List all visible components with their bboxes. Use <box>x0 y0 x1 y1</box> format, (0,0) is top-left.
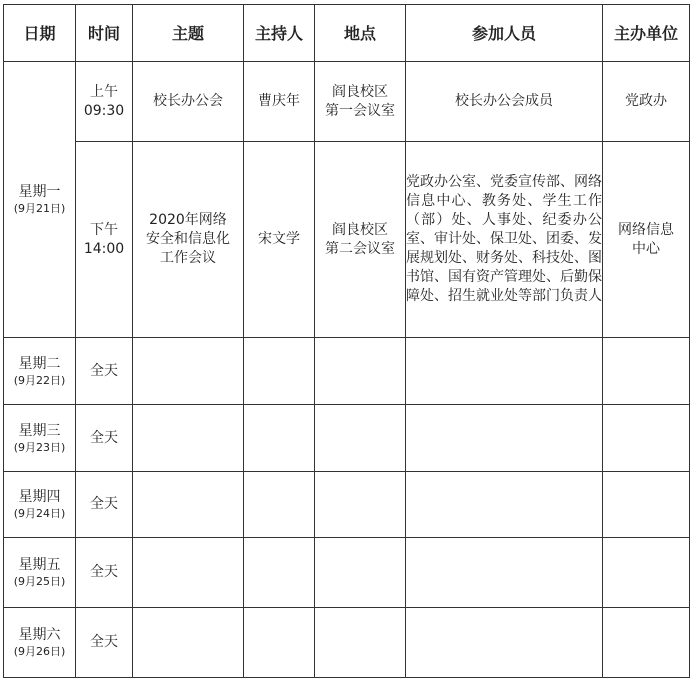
day-date: (9月26日) <box>13 645 66 658</box>
day-label: 星期六 <box>18 627 61 643</box>
topic-line: 安全和信息化 <box>146 231 230 247</box>
meeting-schedule-table <box>3 4 690 678</box>
topic-cell <box>133 538 244 608</box>
location-line: 第二会议室 <box>325 240 395 257</box>
time-period: 下午 <box>90 221 118 238</box>
time-cell <box>76 142 133 338</box>
organizer-cell: 党政办 <box>603 62 690 142</box>
location-cell <box>315 142 406 338</box>
monday-morning-row <box>4 62 690 142</box>
header-attendees: 参加人员 <box>406 5 603 62</box>
day-label: 星期三 <box>18 422 61 439</box>
date-cell <box>4 538 76 608</box>
time-cell: 全天 <box>76 338 133 405</box>
attendees-cell <box>406 338 603 405</box>
header-host: 主持人 <box>244 5 315 62</box>
topic-cell <box>133 338 244 405</box>
organizer-cell <box>603 472 690 538</box>
date-cell <box>4 608 76 678</box>
topic-cell <box>133 142 244 338</box>
topic-cell <box>133 608 244 678</box>
host-cell <box>244 608 315 678</box>
date-cell <box>4 338 76 405</box>
wednesday-row <box>4 405 690 472</box>
location-line: 阎良校区 <box>332 221 388 238</box>
header-row <box>4 5 690 62</box>
header-topic: 主题 <box>133 5 244 62</box>
header-time: 时间 <box>76 5 133 62</box>
location-line: 阎良校区 <box>332 83 388 100</box>
header-organizer: 主办单位 <box>603 5 690 62</box>
day-label: 星期一 <box>18 184 61 200</box>
header-date: 日期 <box>4 5 76 62</box>
attendees-cell <box>406 405 603 472</box>
header-location: 地点 <box>315 5 406 62</box>
date-cell <box>4 405 76 472</box>
location-cell <box>315 338 406 405</box>
topic-cell <box>133 405 244 472</box>
location-line: 第一会议室 <box>325 102 395 119</box>
organizer-cell <box>603 608 690 678</box>
time-clock: 09:30 <box>83 102 125 119</box>
location-cell <box>315 538 406 608</box>
time-period: 上午 <box>90 83 118 100</box>
location-cell <box>315 62 406 142</box>
day-date: (9月23日) <box>13 440 66 454</box>
attendees-cell: 党政办公室、党委宣传部、网络信息中心、教务处、学生工作（部）处、人事处、纪委办公室、审计处、保卫处、团委、发展规划处、财务处、科技处、图书馆、国有资产管理处、后勤保障处、招生就业处等部门负责人 <box>406 142 603 338</box>
day-date: (9月21日) <box>13 202 66 215</box>
host-cell <box>244 472 315 538</box>
day-label: 星期二 <box>18 355 61 372</box>
topic-cell: 校长办公会 <box>133 62 244 142</box>
organizer-line: 中心 <box>632 240 660 257</box>
friday-row <box>4 538 690 608</box>
time-cell <box>76 62 133 142</box>
organizer-cell <box>603 142 690 338</box>
host-cell <box>244 338 315 405</box>
monday-afternoon-row <box>4 142 690 338</box>
organizer-cell <box>603 338 690 405</box>
saturday-row <box>4 608 690 678</box>
day-date: (9月22日) <box>13 373 66 387</box>
thursday-row <box>4 472 690 538</box>
location-cell <box>315 608 406 678</box>
attendees-cell: 校长办公会成员 <box>406 62 603 142</box>
day-label: 星期四 <box>18 489 61 505</box>
host-cell <box>244 538 315 608</box>
day-date: (9月25日) <box>13 575 66 588</box>
date-cell <box>4 472 76 538</box>
host-cell: 曹庆年 <box>244 62 315 142</box>
time-cell: 全天 <box>76 538 133 608</box>
host-cell: 宋文学 <box>244 142 315 338</box>
time-cell: 全天 <box>76 472 133 538</box>
monday-date-cell <box>4 62 76 338</box>
time-cell: 全天 <box>76 405 133 472</box>
attendees-cell <box>406 538 603 608</box>
attendees-cell <box>406 608 603 678</box>
time-cell: 全天 <box>76 608 133 678</box>
tuesday-row <box>4 338 690 405</box>
location-cell <box>315 472 406 538</box>
topic-line: 工作会议 <box>160 250 216 266</box>
host-cell <box>244 405 315 472</box>
attendees-cell <box>406 472 603 538</box>
location-cell <box>315 405 406 472</box>
day-date: (9月24日) <box>13 507 66 520</box>
organizer-cell <box>603 538 690 608</box>
day-label: 星期五 <box>18 557 61 573</box>
topic-line: 2020年网络 <box>149 212 227 228</box>
organizer-cell <box>603 405 690 472</box>
organizer-line: 网络信息 <box>618 221 674 238</box>
time-clock: 14:00 <box>83 240 125 257</box>
topic-cell <box>133 472 244 538</box>
